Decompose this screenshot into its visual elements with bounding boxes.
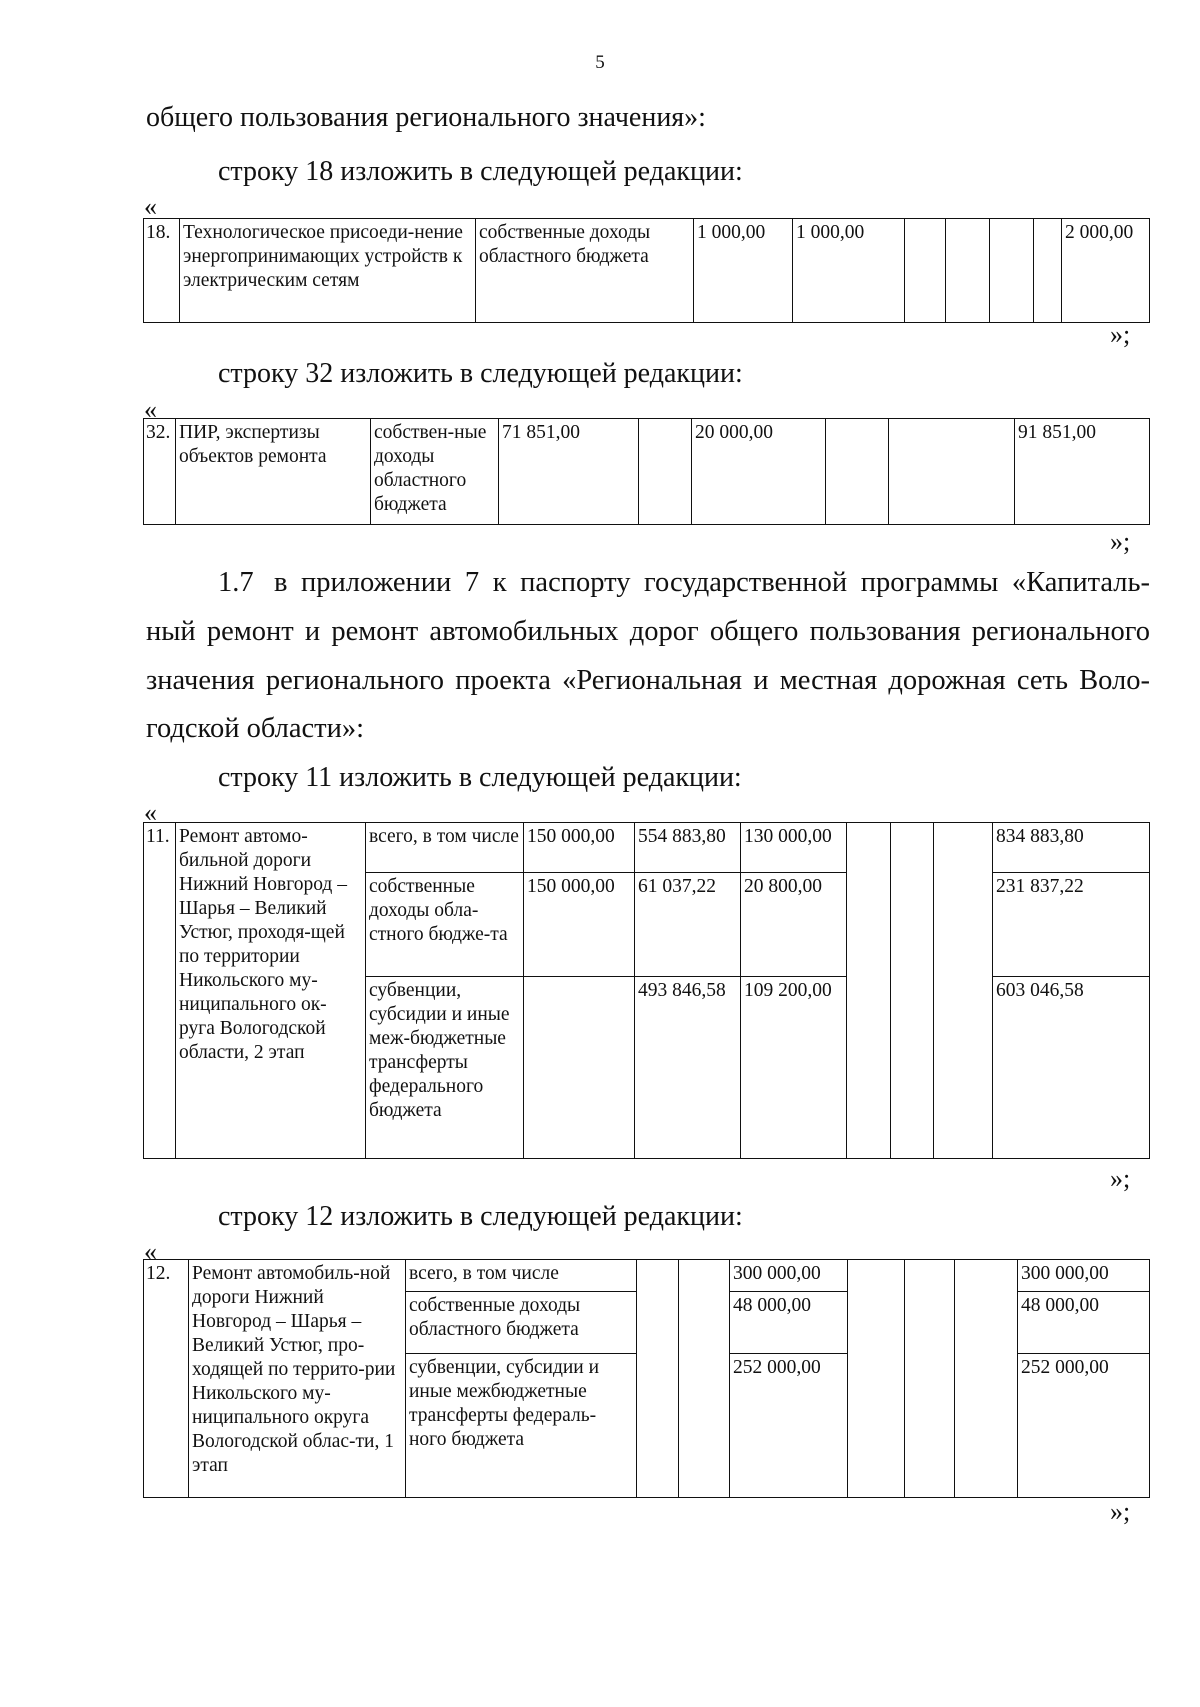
table-row [144, 419, 1150, 525]
value-cell [524, 977, 635, 1159]
funding-source: всего, в том числе [406, 1260, 637, 1292]
paragraph-line-2: ный ремонт и ремонт автомобильных дорог общего пользования регионального [146, 616, 1150, 647]
value-cell [1034, 219, 1062, 323]
intro-text: общего пользования регионального значения»: [146, 102, 706, 133]
value-cell [889, 419, 1015, 525]
value-cell [905, 219, 946, 323]
paragraph-number: 1.7 [218, 567, 254, 598]
funding-source: собственные доходы обла-стного бюдже-та [366, 873, 524, 977]
value-cell: 252 000,00 [730, 1354, 848, 1498]
total-cell: 834 883,80 [993, 823, 1150, 873]
open-quote: « [144, 192, 157, 221]
funding-source: собственные доходы областного бюджета [406, 1292, 637, 1354]
funding-source: собствен-ные доходы областного бюджета [371, 419, 499, 525]
empty-cell [905, 1260, 955, 1498]
value-cell: 554 883,80 [635, 823, 741, 873]
row-name: Ремонт автомо-бильной дороги Нижний Новгород – Шарья – Великий Устюг, проходя-щей по территории Никольского му-ниципального ок-руга Вологодской области, 2 этап [176, 823, 366, 1159]
total-cell: 603 046,58 [993, 977, 1150, 1159]
open-quote: « [144, 798, 157, 827]
value-cell: 1 000,00 [793, 219, 905, 323]
row-number: 11. [144, 823, 176, 1159]
value-cell [826, 419, 889, 525]
table-row-18 [143, 218, 1150, 323]
value-cell [639, 419, 692, 525]
table-row [144, 823, 1150, 873]
value-cell: 20 800,00 [741, 873, 847, 977]
empty-cell [847, 823, 891, 1159]
value-cell: 61 037,22 [635, 873, 741, 977]
instruction-row-32: строку 32 изложить в следующей редакции: [218, 358, 743, 389]
row-number: 32. [144, 419, 176, 525]
close-quote: »; [1110, 1497, 1131, 1526]
value-cell: 130 000,00 [741, 823, 847, 873]
total-cell: 300 000,00 [1018, 1260, 1150, 1292]
funding-source: собственные доходы областного бюджета [476, 219, 694, 323]
paragraph-line-1: в приложении 7 к паспорту государственной программы «Капиталь- [274, 567, 1150, 598]
table-row-32 [143, 418, 1150, 525]
funding-source: субвенции, субсидии и иные межбюджетные трансферты федераль-ного бюджета [406, 1354, 637, 1498]
empty-cell [848, 1260, 905, 1498]
row-name: Ремонт автомобиль-ной дороги Нижний Новгород – Шарья – Великий Устюг, про-ходящей по террито-рии Никольского му-ниципального округа Вологодской облас-ти, 1 этап [189, 1260, 406, 1498]
open-quote: « [144, 1237, 157, 1266]
empty-cell [637, 1260, 679, 1498]
paragraph-line-3: значения регионального проекта «Региональная и местная дорожная сеть Воло- [146, 665, 1150, 696]
funding-source: субвенции, субсидии и иные меж-бюджетные трансферты федерального бюджета [366, 977, 524, 1159]
open-quote: « [144, 395, 157, 424]
empty-cell [955, 1260, 1018, 1498]
table-row [144, 1260, 1150, 1292]
total-cell: 48 000,00 [1018, 1292, 1150, 1354]
value-cell: 71 851,00 [499, 419, 639, 525]
row-name: ПИР, экспертизы объектов ремонта [176, 419, 371, 525]
row-name: Технологическое присоеди-нение энергопринимающих устройств к электрическим сетям [180, 219, 476, 323]
empty-cell [891, 823, 934, 1159]
value-cell: 300 000,00 [730, 1260, 848, 1292]
value-cell: 1 000,00 [694, 219, 793, 323]
value-cell: 493 846,58 [635, 977, 741, 1159]
row-number: 18. [144, 219, 180, 323]
total-cell: 231 837,22 [993, 873, 1150, 977]
table-row-12 [143, 1259, 1150, 1498]
paragraph-line-4: годской области»: [146, 713, 365, 744]
total-cell: 91 851,00 [1015, 419, 1150, 525]
row-number: 12. [144, 1260, 189, 1498]
table-row [144, 219, 1150, 323]
instruction-row-12: строку 12 изложить в следующей редакции: [218, 1201, 743, 1232]
close-quote: »; [1110, 527, 1131, 556]
table-row-11 [143, 822, 1150, 1159]
page-number: 5 [595, 52, 605, 73]
value-cell: 109 200,00 [741, 977, 847, 1159]
close-quote: »; [1110, 320, 1131, 349]
value-cell: 150 000,00 [524, 873, 635, 977]
total-cell: 252 000,00 [1018, 1354, 1150, 1498]
instruction-row-11: строку 11 изложить в следующей редакции: [218, 762, 742, 793]
funding-source: всего, в том числе [366, 823, 524, 873]
instruction-row-18: строку 18 изложить в следующей редакции: [218, 156, 743, 187]
value-cell: 20 000,00 [692, 419, 826, 525]
empty-cell [934, 823, 993, 1159]
value-cell [990, 219, 1034, 323]
value-cell [946, 219, 990, 323]
empty-cell [679, 1260, 730, 1498]
value-cell: 150 000,00 [524, 823, 635, 873]
total-cell: 2 000,00 [1062, 219, 1150, 323]
value-cell: 48 000,00 [730, 1292, 848, 1354]
close-quote: »; [1110, 1164, 1131, 1193]
